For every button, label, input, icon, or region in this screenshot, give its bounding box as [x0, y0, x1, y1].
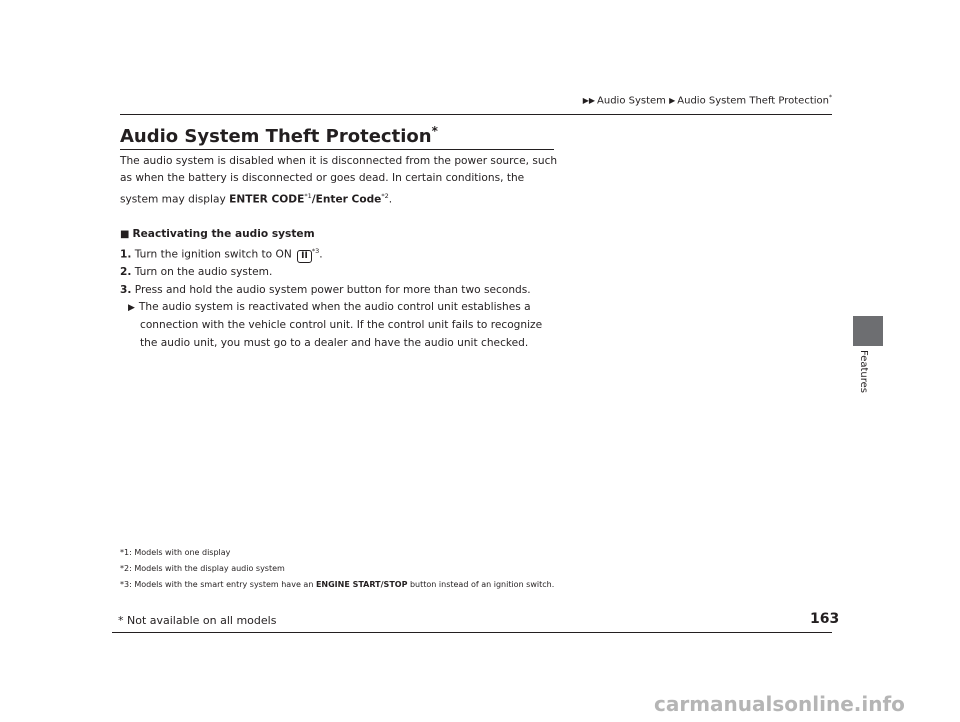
engine-start-stop-label: ENGINE START/STOP: [315, 580, 408, 589]
step-number: 2.: [120, 266, 132, 279]
intro-paragraph: [120, 153, 560, 209]
page-title: [120, 124, 438, 147]
footnotes: [120, 545, 560, 593]
step-text: Turn the ignition switch to ON: [134, 248, 296, 261]
features-tab-label: Features: [858, 350, 869, 393]
step-3: [120, 282, 560, 299]
step-text: Press and hold the audio system power button for more than two seconds.: [134, 283, 531, 296]
breadcrumb-item-audio-system[interactable]: Audio System: [597, 95, 666, 107]
watermark-logo: carmanualsonline.info: [654, 692, 905, 716]
footnote-3-end: button instead of an ignition switch.: [407, 580, 555, 589]
enter-code-caps: ENTER CODE: [229, 193, 305, 206]
ignition-position-key: II: [297, 250, 312, 263]
breadcrumb: [0, 94, 832, 106]
title-divider: [120, 149, 554, 150]
spacer: [120, 209, 560, 226]
step-end: .: [319, 248, 323, 261]
square-bullet-icon: ■: [120, 228, 130, 240]
breadcrumb-item-theft-protection[interactable]: Audio System Theft Protection: [677, 95, 829, 107]
footnote-3: [120, 577, 560, 593]
code-separator: /: [311, 193, 316, 206]
step-3-result: [120, 299, 560, 352]
step-text: Turn on the audio system.: [134, 266, 273, 279]
step-number: 1.: [120, 248, 132, 261]
page-number: 163: [810, 611, 840, 627]
footnote-1: *1: Models with one display: [120, 548, 231, 557]
section-heading-text: Reactivating the audio system: [132, 227, 315, 240]
result-arrow-icon: ▶: [128, 302, 135, 313]
footnote-2: *2: Models with the display audio system: [120, 564, 285, 573]
intro-end: .: [388, 193, 393, 206]
footnote-3-text: *3: Models with the smart entry system have an: [120, 580, 316, 589]
step-2: [120, 264, 560, 281]
availability-note: * Not available on all models: [118, 614, 277, 627]
footnote-ref-3: *3: [311, 247, 320, 256]
step-number: 3.: [120, 283, 132, 296]
title-star: *: [431, 124, 438, 138]
page-title-text: Audio System Theft Protection: [120, 126, 432, 147]
footnote-ref-1: *1: [304, 191, 312, 200]
step-1: [120, 243, 560, 264]
top-divider: [120, 114, 832, 115]
footnote-ref-2: *2: [381, 191, 389, 200]
breadcrumb-star: *: [829, 94, 832, 101]
features-tab-marker[interactable]: [853, 316, 883, 346]
section-heading: [120, 226, 560, 243]
breadcrumb-arrow-icon: ▶▶: [582, 96, 596, 106]
enter-code-mixed: Enter Code: [315, 193, 382, 206]
result-text: The audio system is reactivated when the audio control unit establishes a connection with the vehicle control unit. If the control unit fails to recognize the audio unit, you must go to a dealer and have the audio unit checked.: [138, 300, 543, 349]
main-content: [120, 153, 560, 352]
intro-text: The audio system is disabled when it is disconnected from the power source, such as when the battery is disconnected or goes dead. In certain conditions, the system may display: [120, 155, 558, 206]
bottom-divider: [112, 632, 832, 633]
breadcrumb-arrow-icon: ▶: [669, 96, 676, 106]
